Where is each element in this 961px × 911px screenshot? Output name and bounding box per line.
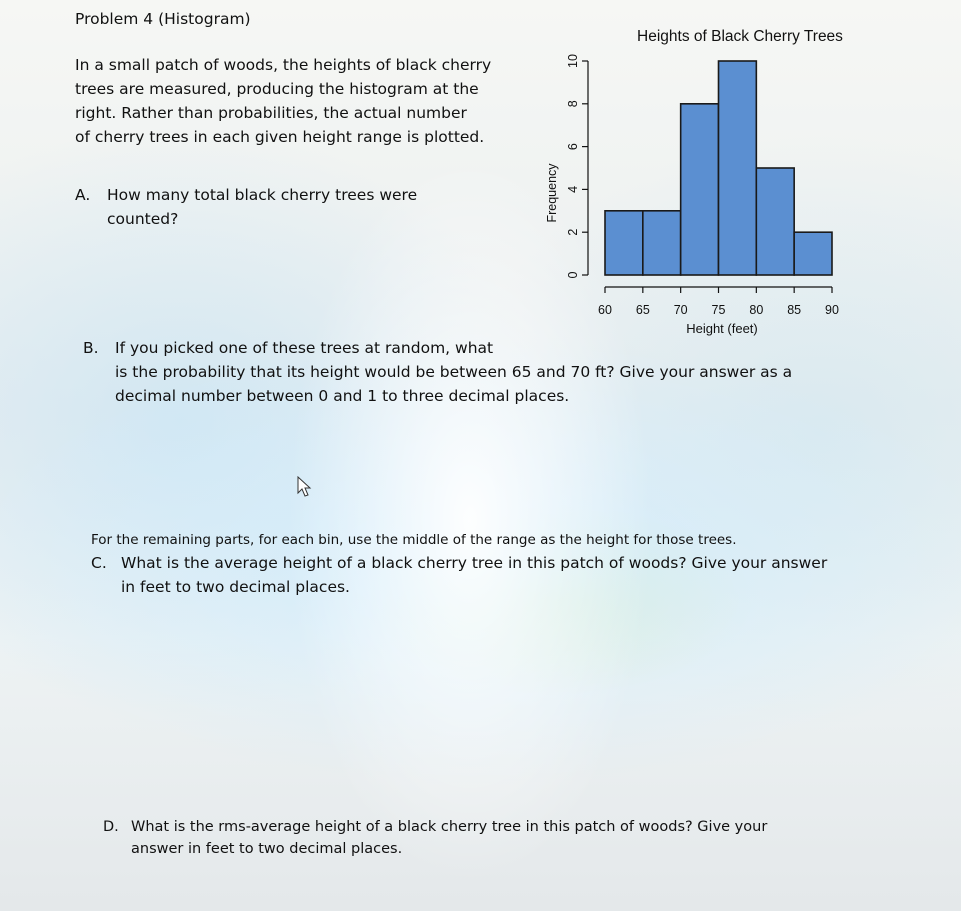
question-d-line: What is the rms-average height of a black cherry tree in this patch of woods? Give your bbox=[131, 819, 768, 835]
intro-line: In a small patch of woods, the heights of black cherry bbox=[75, 56, 492, 74]
question-a-line: counted? bbox=[107, 210, 179, 228]
chart-title: Heights of Black Cherry Trees bbox=[637, 28, 843, 45]
problem-title: Problem 4 (Histogram) bbox=[75, 10, 251, 28]
question-b bbox=[83, 336, 792, 408]
histogram-chart bbox=[540, 15, 870, 345]
x-tick-label: 80 bbox=[749, 303, 764, 317]
x-tick-label: 90 bbox=[825, 303, 839, 317]
intro-paragraph bbox=[75, 53, 491, 149]
x-axis-label: Height (feet) bbox=[686, 321, 758, 336]
x-tick-label: 75 bbox=[711, 303, 726, 317]
question-c bbox=[91, 551, 827, 599]
intro-line: of cherry trees in each given height range is plotted. bbox=[75, 128, 485, 146]
question-c-label: C. bbox=[91, 554, 107, 572]
x-tick-label: 70 bbox=[673, 303, 688, 317]
histogram-bar bbox=[794, 232, 832, 275]
y-tick-label: 10 bbox=[566, 54, 580, 68]
y-axis-label: Frequency bbox=[545, 163, 559, 223]
question-a-label: A. bbox=[75, 186, 91, 204]
question-c-line: What is the average height of a black cherry tree in this patch of woods? Give your answer bbox=[121, 554, 828, 572]
y-tick-label: 0 bbox=[566, 271, 580, 279]
histogram-bar bbox=[756, 168, 794, 275]
question-b-line: decimal number between 0 and 1 to three decimal places. bbox=[115, 387, 570, 405]
y-tick-label: 2 bbox=[566, 228, 580, 236]
question-b-line: is the probability that its height would be between 65 and 70 ft? Give your answer as a bbox=[115, 363, 793, 381]
x-tick-label: 60 bbox=[598, 303, 612, 317]
y-tick-label: 6 bbox=[566, 143, 580, 151]
y-tick-label: 8 bbox=[566, 100, 580, 108]
question-c-line: in feet to two decimal places. bbox=[121, 578, 350, 596]
question-a-line: How many total black cherry trees were bbox=[107, 186, 418, 204]
histogram-bar bbox=[643, 211, 681, 275]
mouse-cursor-icon bbox=[297, 476, 315, 500]
intro-line: right. Rather than probabilities, the actual number bbox=[75, 104, 467, 122]
x-tick-label: 85 bbox=[787, 303, 802, 317]
y-tick-label: 4 bbox=[566, 185, 580, 193]
question-d bbox=[103, 816, 767, 860]
question-a bbox=[75, 183, 417, 231]
histogram-bar bbox=[681, 104, 719, 275]
histogram-bar bbox=[719, 61, 757, 275]
x-tick-label: 65 bbox=[635, 303, 650, 317]
question-d-line: answer in feet to two decimal places. bbox=[131, 841, 403, 857]
question-d-label: D. bbox=[103, 819, 119, 835]
question-b-line: If you picked one of these trees at random, what bbox=[115, 339, 494, 357]
remaining-parts-note: For the remaining parts, for each bin, use the middle of the range as the height for those trees. bbox=[91, 532, 737, 548]
histogram-bar bbox=[605, 211, 643, 275]
question-b-label: B. bbox=[83, 339, 99, 357]
intro-line: trees are measured, producing the histogram at the bbox=[75, 80, 479, 98]
